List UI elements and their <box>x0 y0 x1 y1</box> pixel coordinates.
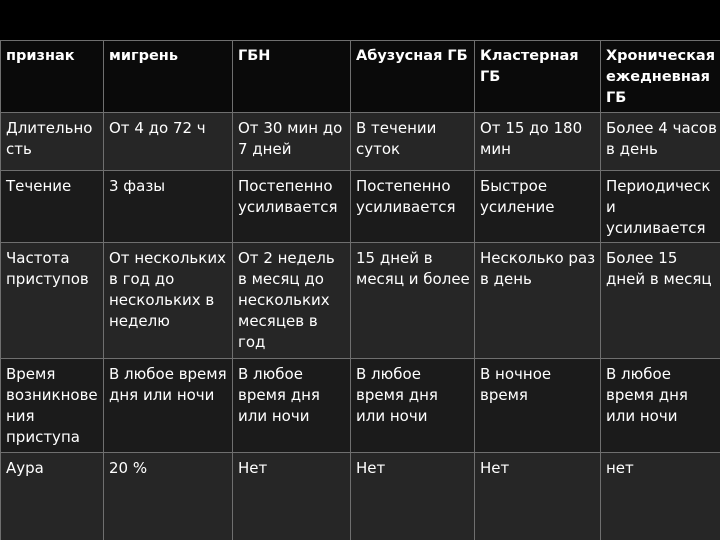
table-cell: Несколько раз в день <box>475 243 601 359</box>
table-header-row <box>1 41 720 113</box>
table-cell: Периодически усиливается <box>601 171 720 243</box>
table-cell: От 30 мин до 7 дней <box>233 113 351 171</box>
table-cell: В любое время дня или ночи <box>104 359 233 453</box>
table-cell: Нет <box>233 453 351 540</box>
table-cell: Постепенно усиливается <box>351 171 475 243</box>
table-cell: В любое время дня или ночи <box>233 359 351 453</box>
table-cell: От 15 до 180 мин <box>475 113 601 171</box>
comparison-table <box>0 40 720 540</box>
table-row <box>1 359 720 453</box>
table-cell: 3 фазы <box>104 171 233 243</box>
header-cell-overuse: Абузусная ГБ <box>351 41 475 113</box>
table-cell: нет <box>601 453 720 540</box>
table-cell: От 2 недель в месяц до нескольких месяцев в год <box>233 243 351 359</box>
table-cell: Течение <box>1 171 104 243</box>
table-cell: Длительность <box>1 113 104 171</box>
table-cell: От нескольких в год до нескольких в неделю <box>104 243 233 359</box>
table-cell: Аура <box>1 453 104 540</box>
table-cell: Время возникновения приступа <box>1 359 104 453</box>
table-cell: Более 4 часов в день <box>601 113 720 171</box>
table-cell: Нет <box>351 453 475 540</box>
header-cell-cluster: Кластерная ГБ <box>475 41 601 113</box>
table-cell: От 4 до 72 ч <box>104 113 233 171</box>
table-cell: Частота приступов <box>1 243 104 359</box>
table-cell: В любое время дня или ночи <box>351 359 475 453</box>
table-cell: 20 % <box>104 453 233 540</box>
table-cell: В течении суток <box>351 113 475 171</box>
table-cell: В ночное время <box>475 359 601 453</box>
top-band <box>0 0 720 40</box>
table-cell: 15 дней в месяц и более <box>351 243 475 359</box>
table-cell: Быстрое усиление <box>475 171 601 243</box>
header-cell-migraine: мигрень <box>104 41 233 113</box>
table-row <box>1 113 720 171</box>
table-cell: Постепенно усиливается <box>233 171 351 243</box>
table-row <box>1 453 720 540</box>
header-cell-feature: признак <box>1 41 104 113</box>
table-row <box>1 171 720 243</box>
table-cell: Более 15 дней в месяц <box>601 243 720 359</box>
table-cell: Нет <box>475 453 601 540</box>
table-cell: В любое время дня или ночи <box>601 359 720 453</box>
header-cell-chronic-daily: Хроническая ежедневная ГБ <box>601 41 720 113</box>
table-row <box>1 243 720 359</box>
header-cell-tension: ГБН <box>233 41 351 113</box>
